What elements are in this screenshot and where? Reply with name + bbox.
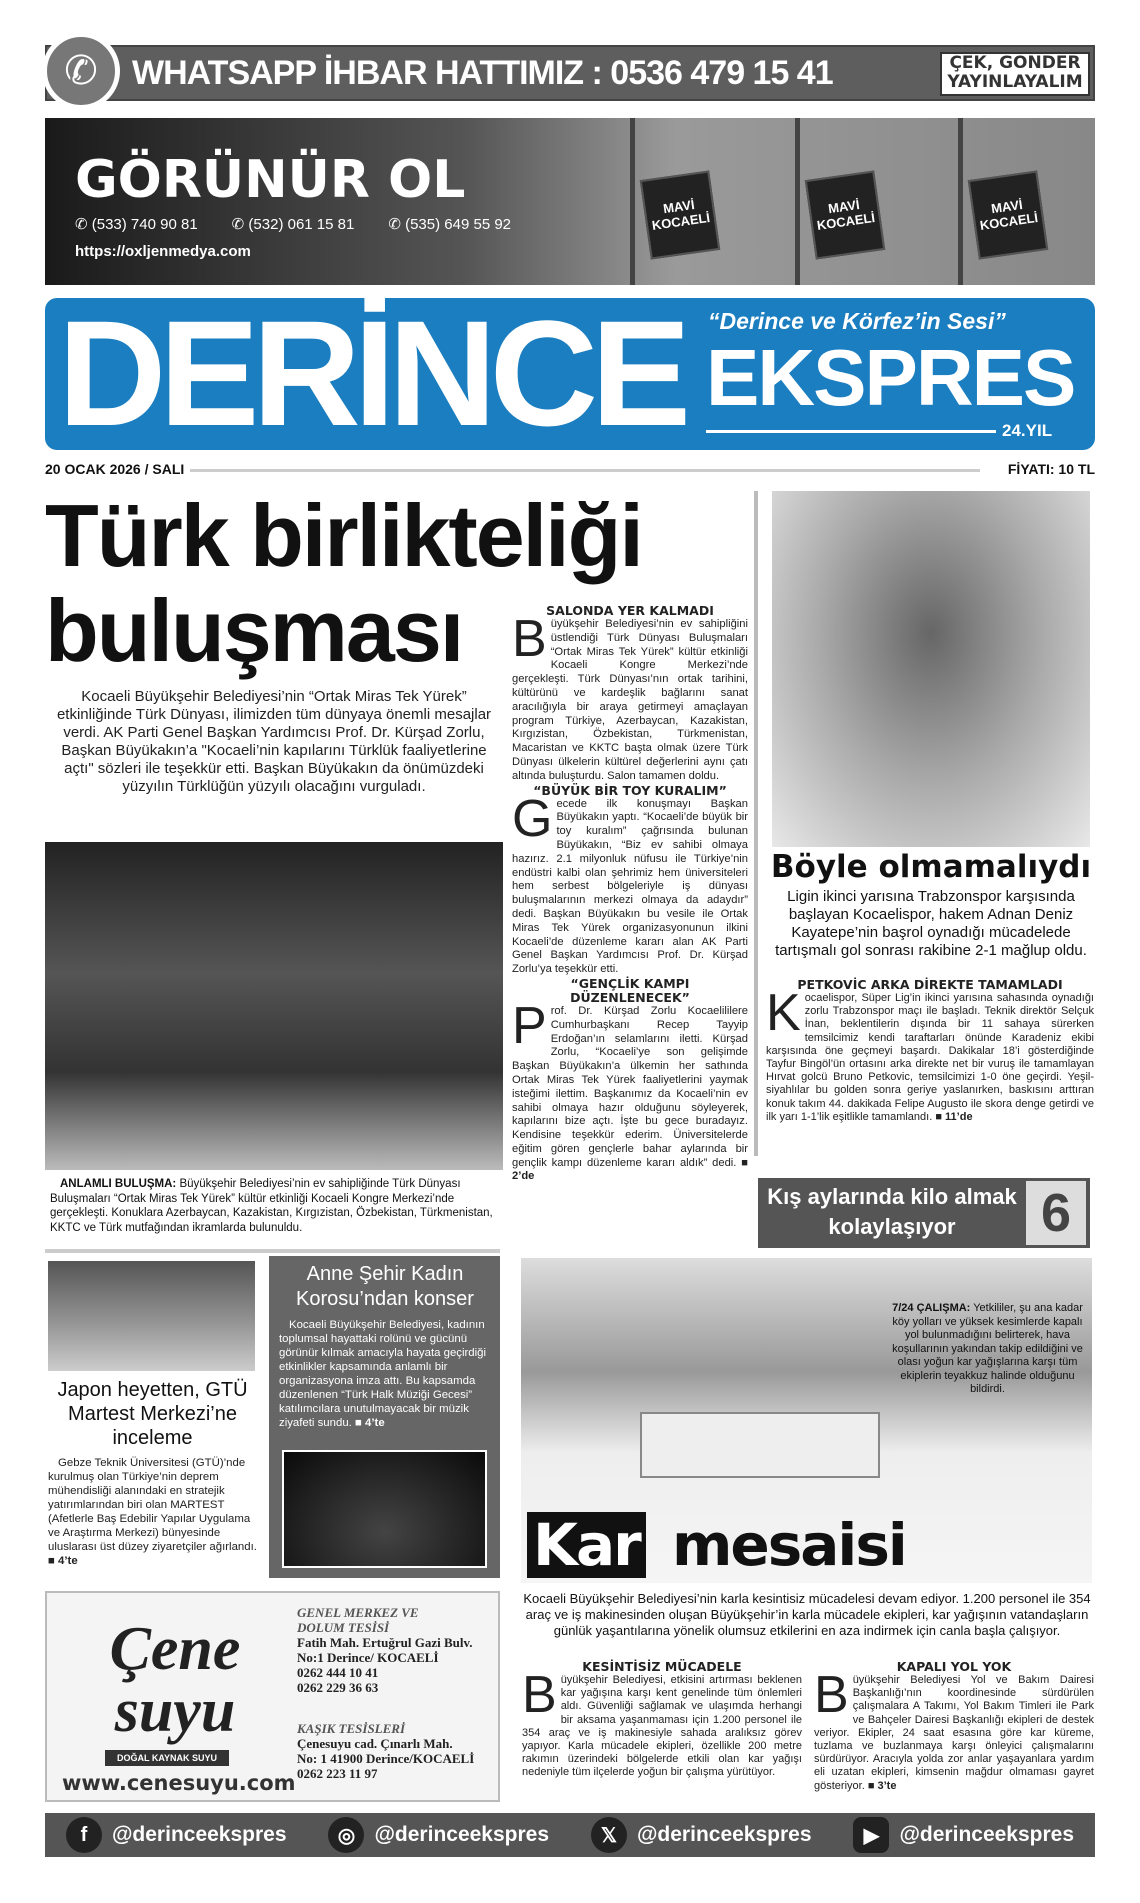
x-icon: 𝕏: [591, 1817, 627, 1853]
concert-photo: [282, 1450, 487, 1568]
sports-lead: Ligin ikinci yarısına Trabzonspor karşısında başlayan Kocaelispor, hakem Adnan Deniz Kayatepe’nin başrol oynadığı mücadelede tartışmalı gol sonrası rakibine 2-1 mağlup oldu.: [775, 888, 1087, 959]
main-photo: [45, 842, 503, 1170]
divider: [706, 430, 996, 433]
youtube-icon: ▶: [853, 1817, 889, 1853]
cenesuyu-logo: Çene suyu: [109, 1615, 241, 1745]
sign-image: MAVİ KOCAELİ: [640, 171, 720, 260]
badge-line: YAYINLAYALIM: [947, 72, 1083, 92]
issue-date: 20 OCAK 2026 / SALI: [45, 461, 185, 477]
japon-article: [48, 1456, 260, 1568]
snow-headline-b: mesaisi: [672, 1511, 906, 1579]
snow-photo-caption: 7/24 ÇALIŞMA: Yetkililer, şu ana kadar köy yolları ve yüksek kesimlerde kapalı yol bulunmadığını belirterek, hava koşullarının yakından takip edildiğini ve olası yoğun kar yağışlarına karşı tüm ekiplerin teyakkuz halinde olduğunu bildirdi.: [892, 1302, 1083, 1395]
ad-phones: [75, 215, 511, 233]
snow-headline-a: Kar: [527, 1512, 646, 1578]
section-title: PETKOVİC ARKA DİREKTE TAMAMLADI: [797, 977, 1063, 992]
drop-cap: B: [814, 1666, 849, 1724]
masthead-slogan: “Derince ve Körfez’in Sesi”: [708, 308, 1006, 334]
address-line: Fatih Mah. Ertuğrul Gazi Bulv.: [297, 1635, 473, 1650]
ad-url[interactable]: https://oxljenmedya.com: [75, 243, 251, 260]
section-title: “GENÇLİK KAMPI DÜZENLENECEK”: [570, 975, 690, 1005]
main-caption: ANLAMLI BULUŞMA: Büyükşehir Belediyesi’nin ev sahipliğinde Türk Dünyası Buluşmaları “Ortak Miras Tek Yürek” kültür etkinliği Kocaeli Kongre Merkezi’nde gerçekleşti. Konuklara Azerbaycan, Kazakistan, Kırgızistan, Özbekistan, Türkmenistan, KKTC ve Türk mutfağından ikramlarda bulunuldu.: [50, 1178, 493, 1234]
social-handle: @derinceekspres: [374, 1823, 550, 1846]
masthead-title: DERİNCE: [58, 289, 685, 457]
badge-line: ÇEK, GÖNDER: [949, 53, 1081, 73]
snowplow-truck-image: [640, 1412, 880, 1478]
pole: [795, 118, 800, 285]
sports-photo: [772, 491, 1090, 847]
social-bar: [45, 1813, 1095, 1857]
column-divider: [754, 491, 758, 1156]
social-x[interactable]: [591, 1817, 812, 1853]
instagram-icon: ◎: [328, 1817, 364, 1853]
main-headline: Türk birlikteliği buluşması: [45, 486, 642, 680]
social-handle: @derinceekspres: [636, 1823, 812, 1846]
ad-title: GÖRÜNÜR OL: [75, 150, 466, 210]
section-text: ecede ilk konuşmayı Başkan Büyükakın yaptı. “Kocaeli’de büyük bir toy kuralım” çağrısında bulunan Büyükakın, “Biz ev sahibi olmaya hazırız. 2.1 milyonluk nüfusu ile Türkiye’nin endüstri kalbi olan şehrimiz hem üniversiteleri hem serbest bölgeleriyle iş dünyası buluşmalarının merkezi olmaya da adaydır” dedi. Başkan Büyükakın bu vesile ile Ortak Miras Tek Yürek organizasyonunun ilkini Kocaeli’de düzenleme kararı alan AK Parti Genel Başkan Yardımcısı Prof. Dr. Kürşad Zorlu’ya teşekkür etti.: [512, 797, 748, 976]
page-ref[interactable]: ■ 2’de: [512, 1156, 749, 1183]
social-instagram[interactable]: [328, 1817, 549, 1853]
page-ref[interactable]: ■ 4’te: [355, 1417, 385, 1429]
social-handle: @derinceekspres: [111, 1823, 287, 1846]
sports-headline: Böyle olmamalıydı: [770, 849, 1092, 885]
address-title: GENEL MERKEZ VE DOLUM TESİSİ: [297, 1605, 419, 1635]
anne-headline: Anne Şehir Kadın Korosu’ndan konser: [296, 1263, 474, 1310]
phone-number: ✆ (532) 061 15 81: [231, 216, 355, 233]
social-facebook[interactable]: [66, 1817, 287, 1853]
whatsapp-badge: [940, 52, 1090, 96]
snow-lead: Kocaeli Büyükşehir Belediyesi’nin karla kesintisiz mücadelesi devam ediyor. 1.200 personel ile 354 araç ve iş makinesinden oluşan Büyükşehir’in karla mücadele ekipleri, kar yağışının vatandaşların günlük yaşantılarına yönelik olumsuz etkilerini en aza indirmek için canla başla çalışıyor.: [523, 1591, 1091, 1638]
snow-article-right: [814, 1660, 1094, 1793]
snow-article-left: [522, 1660, 802, 1780]
japon-headline: Japon heyetten, GTÜ Martest Merkezi’ne inceleme: [57, 1379, 248, 1449]
section-title: KAPALI YOL YOK: [896, 1659, 1012, 1674]
promo-page: 6: [1026, 1181, 1086, 1245]
divider: [45, 1249, 500, 1253]
masthead-subtitle: EKSPRES: [706, 333, 1075, 422]
address-line: 0262 229 36 63: [297, 1680, 379, 1695]
address-line: Çenesuyu cad. Çınarlı Mah.: [297, 1736, 453, 1751]
section-text: üyükşehir Belediyesi’nin ev sahipliğini üstlendiği Türk Dünyası Buluşmaları “Ortak Miras Tek Yürek” kültür etkinliği Kocaeli Kongre Merkezi’nde gerçekleşti. Türk Dünyası’nın ortak tarihini, kültürünü ve kardeşlik bağlarını sanat aracılığıyla bir araya getirmeyi amaçlayan program Türkiye, Azerbaycan, Kazakistan, Kırgızistan, Özbekistan, Türkmenistan, Macaristan ve KKTC başta olmak üzere Türk Dünyası ülkelerin kültürel değerlerini aynı çatı altında buluşturdu. Salon tamamen doldu.: [512, 618, 748, 782]
anne-article: [279, 1318, 493, 1430]
page-ref[interactable]: ■ 11’de: [935, 1110, 973, 1123]
drop-cap: P: [512, 996, 547, 1055]
cenesuyu-tagline: DOĞAL KAYNAK SUYU: [105, 1750, 229, 1766]
address-line: No: 1 41900 Derince/KOCAELİ: [297, 1751, 475, 1766]
page-ref[interactable]: ■ 3’te: [867, 1779, 897, 1792]
section-title: “BÜYÜK BİR TOY KURALIM”: [533, 782, 727, 798]
sign-image: MAVİ KOCAELİ: [805, 171, 885, 260]
phone-number: ✆ (533) 740 90 81: [75, 216, 198, 233]
section-text: ocaelispor, Süper Lig’in ikinci yarısına sahasında oynadığı zorlu Trabzonspor maçı ile başladı. Teknik direktör Selçuk İnan, beklentilerin dışında bir 11 sahaya sürerken temsilcimiz kendi taraftarları önünde Karadeniz ekibi karşısında öne geçmeyi başardı. Dakikalar 18’i gösterdiğinde Tayfur Bingöl’ün ortasını arka direkte net bir vuruş ile tamamlayan Hırvat golcü Bruno Petkovic, temsilcimizi 1-0 öne geçirdi. Yeşil-siyahlılar bu golden sonra geriye yaslanırken, baskısını arttıran konuk takım 44. dakikada Felipe Augusto ile skora denge getirdi ve ilk yarı 1-1’lik eşitlikle tamamlandı.: [766, 992, 1094, 1123]
drop-cap: K: [766, 984, 801, 1042]
main-lead: Kocaeli Büyükşehir Belediyesi’nin “Ortak Miras Tek Yürek” etkinliğinde Türk Dünyası, ilimizden tüm dünyaya önemli mesajlar verdi. AK Parti Genel Başkan Yardımcısı Prof. Dr. Kürşad Zorlu, Başkan Büyükakın’a "Kocaeli’nin kapılarını Türklük faaliyetlerine açtı" sözleri ile teşekkür etti. Başkan Büyükakın da önümüzdeki yüzyılın Türklüğün yüzyılı olacağını vurguladı.: [56, 688, 492, 795]
section-text: rof. Dr. Kürşad Zorlu Kocaelililere Cumhurbaşkanı Recep Tayyip Erdoğan’ın selamlarını iletti. Kürşad Zorlu, “Kocaeli’ye son gelişimde Başkan Büyükakın’a ülkemin her sathında Ortak Miras Tek Yürek faaliyetlerini yaymak isteğimi ilettim. Başkanımız da Kocaeli’nin ev sahibi olmaya hazır olduğunu söyleyerek, kapılarını bize açtı. İşte bu gece buradayız. Kendisine teşekkür ederim. Üniversitelerde eğitim gören gençlerle bahar aylarında bir gençlik kampı düzenleme kararı aldık” dedi.: [512, 1004, 748, 1169]
issue-price: FİYATI: 10 TL: [1007, 461, 1095, 477]
drop-cap: B: [512, 610, 547, 668]
page-ref[interactable]: ■ 4’te: [48, 1555, 78, 1567]
japon-photo: [48, 1261, 255, 1371]
whatsapp-hotline: WHATSAPP İHBAR HATTIMIZ : 0536 479 15 41: [132, 54, 833, 92]
address-line: No:1 Derince/ KOCAELİ: [297, 1650, 439, 1665]
section-text: üyükşehir Belediyesi, etkisini artırması beklenen kar yağışına karşı kent genelinde tüm önlemleri aldı. Güvenliği sağlamak ve ulaşımda herhangi bir aksama yaşanmaması için 1.200 personel ile 354 araç ve iş makinesiyle sahada aralıksız görev yapıyor. Karla mücadele ekipleri, özellikle 200 metre rakımın üzerindeki bölgelerde etkili olan kar yağışı nedeniyle tüm ilçelerde yoğun bir çalışma yürütüyor.: [522, 1674, 802, 1779]
address-line: 0262 223 11 97: [297, 1766, 378, 1781]
section-title: KESİNTİSİZ MÜCADELE: [582, 1659, 742, 1674]
cenesuyu-addresses: [297, 1605, 497, 1781]
section-title: SALONDA YER KALMADI: [546, 603, 714, 618]
address-line: 0262 444 10 41: [297, 1665, 379, 1680]
cenesuyu-url[interactable]: www.cenesuyu.com: [62, 1771, 296, 1795]
drop-cap: G: [512, 789, 553, 848]
whatsapp-icon: ✆: [42, 32, 120, 110]
address-title: KAŞIK TESİSLERİ: [297, 1721, 406, 1736]
pole: [958, 118, 963, 285]
drop-cap: B: [522, 1666, 557, 1724]
social-youtube[interactable]: [853, 1817, 1074, 1853]
article-text: Gebze Teknik Üniversitesi (GTÜ)’nde kurulmuş olan Türkiye’nin deprem mühendisliği alanındaki en stratejik yatırımlarından biri olan MARTEST (Afetlerle Baş Edebilir Yapılar Uygulama ve Araştırma Merkezi) bünyesinde uluslarası üst düzey ziyaretçiler ağırlandı.: [48, 1457, 257, 1553]
pole: [630, 118, 635, 285]
sports-article: [766, 978, 1094, 1124]
phone-number: ✆ (535) 649 55 92: [388, 216, 512, 233]
divider: [190, 469, 980, 472]
promo-text: Kış aylarında kilo almak kolaylaşıyor: [767, 1184, 1017, 1239]
facebook-icon: f: [66, 1817, 102, 1853]
article-text: Kocaeli Büyükşehir Belediyesi, kadının toplumsal hayattaki rolünü ve gücünü görünür kılmak amacıyla hayata geçirdiği etkinlikler kapsamında anlamlı bir organizasyona imza attı. Bu kapsamda düzenlenen “Türk Halk Müziği Gecesi” katılımcılara unutulmayacak bir müzik ziyafeti sundu.: [279, 1319, 487, 1429]
sign-image: MAVİ KOCAELİ: [968, 171, 1048, 260]
section-text: üyükşehir Belediyesi Yol ve Bakım Dairesi Başkanlığı’nın koordinesinde sürdürülen çalışmalara A Takımı, Yol Bakım Timleri ile Park ve Bahçeler Dairesi Başkanlığı ekipleri de destek veriyor. Ekipler, 24 saat esasına göre kar küreme, tuzlama ve buzlanmaya karşı önleyici çalışmalarını sürdürüyor. Aracıyla yolda zor anlar yaşayanlara yardım eli uzatan ekipleri, kimsenin mağdur olmaması gayret gösteriyor.: [814, 1674, 1094, 1792]
social-handle: @derinceekspres: [899, 1823, 1075, 1846]
masthead-year: 24.YIL: [1002, 421, 1053, 440]
main-article-column: [512, 604, 748, 1184]
